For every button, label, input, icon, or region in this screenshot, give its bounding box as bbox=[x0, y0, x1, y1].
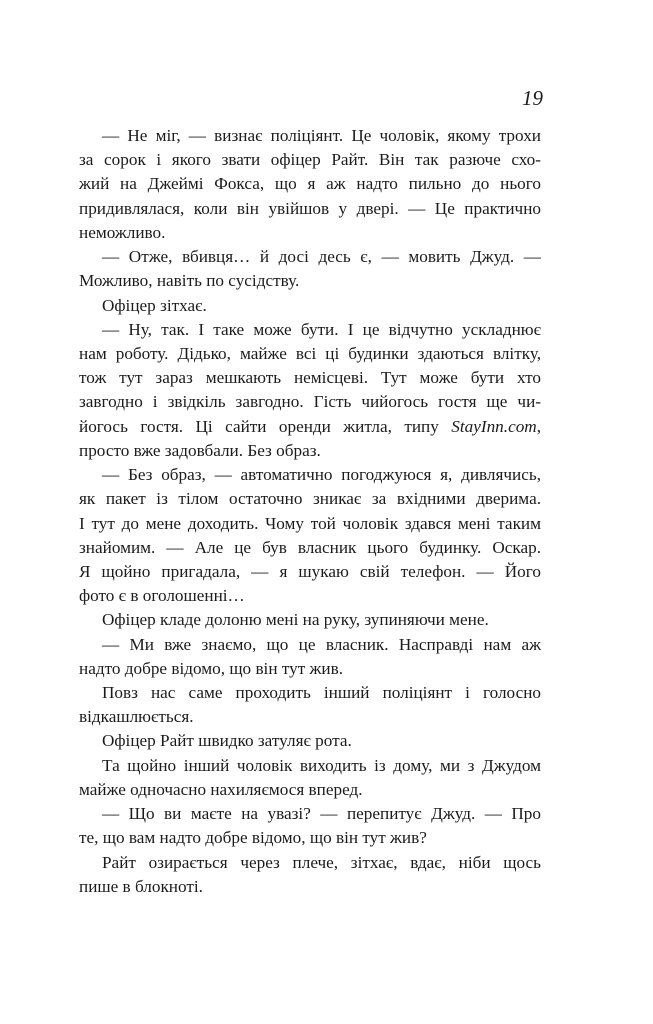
text-line bbox=[79, 608, 541, 632]
text-line-content: — Отже, вбивця… й досі десь є, — мовить Джуд. — bbox=[102, 247, 541, 267]
text-line bbox=[79, 657, 541, 681]
text-line bbox=[79, 560, 541, 584]
text-line bbox=[79, 124, 541, 148]
text-line-content: майже одночасно нахиляємося вперед. bbox=[79, 779, 363, 799]
text-line bbox=[79, 754, 541, 778]
text-line bbox=[79, 245, 541, 269]
text-line bbox=[79, 826, 541, 850]
text-line bbox=[79, 342, 541, 366]
text-line-content: жий на Джеймі Фокса, що я аж надто пильно до нього bbox=[79, 174, 541, 194]
text-line bbox=[79, 729, 541, 753]
text-line bbox=[79, 318, 541, 342]
text-line-content: Повз нас саме проходить інший поліціянт і голосно bbox=[102, 683, 541, 703]
text-line-content: І тут до мене доходить. Чому той чоловік здався мені таким bbox=[79, 513, 541, 533]
text-line bbox=[79, 390, 541, 414]
text-line bbox=[79, 172, 541, 196]
text-line-content: знайомим. — Але це був власник цього будинку. Оскар. bbox=[79, 537, 541, 557]
text-line-content: йогось гостя. Ці сайти оренди житла, типу bbox=[79, 416, 452, 436]
text-line bbox=[79, 487, 541, 511]
text-line bbox=[79, 633, 541, 657]
text-line bbox=[79, 705, 541, 729]
text-line bbox=[79, 512, 541, 536]
text-line bbox=[79, 463, 541, 487]
text-line-content: фото є в оголошенні… bbox=[79, 586, 245, 606]
text-line bbox=[79, 536, 541, 560]
text-line-content: нам роботу. Дідько, майже всі ці будинки здаються влітку, bbox=[79, 343, 541, 363]
text-line bbox=[79, 802, 541, 826]
text-line bbox=[79, 415, 541, 439]
text-line bbox=[79, 439, 541, 463]
text-line bbox=[79, 875, 541, 899]
text-line-content: Офіцер Райт швидко затуляє рота. bbox=[102, 731, 352, 751]
text-line-content: за сорок і якого звати офіцер Райт. Він так разюче схо- bbox=[79, 150, 541, 170]
text-line-content: завгодно і звідкіль завгодно. Гість чийогось гостя ще чи- bbox=[79, 392, 541, 412]
text-line-content: Офіцер зітхає. bbox=[102, 295, 207, 315]
italic-website-name: StayInn.com bbox=[451, 416, 537, 436]
text-line-content: — Що ви маєте на увазі? — перепитує Джуд. — Про bbox=[102, 804, 541, 824]
text-line bbox=[79, 294, 541, 318]
body-text bbox=[79, 124, 541, 899]
text-line bbox=[79, 221, 541, 245]
text-line-content: як пакет із тілом остаточно зникає за вхідними дверима. bbox=[79, 489, 541, 509]
text-line-content: — Ми вже знаємо, що це власник. Насправді нам аж bbox=[102, 634, 541, 654]
text-line bbox=[79, 778, 541, 802]
text-line-content: Та щойно інший чоловік виходить із дому, ми з Джудом bbox=[102, 755, 541, 775]
text-line-content: пише в блокноті. bbox=[79, 876, 203, 896]
text-line bbox=[79, 681, 541, 705]
text-line bbox=[79, 269, 541, 293]
text-line-content: те, що вам надто добре відомо, що він тут жив? bbox=[79, 828, 427, 848]
text-line-content: придивлялася, коли він увійшов у двері. — Це практично bbox=[79, 198, 541, 218]
text-line-content: — Не міг, — визнає поліціянт. Це чоловік, якому трохи bbox=[102, 126, 541, 145]
text-line-content: Офіцер кладе долоню мені на руку, зупиняючи мене. bbox=[102, 610, 489, 630]
text-line bbox=[79, 851, 541, 875]
text-line-content: тож тут зараз мешкають неміcцеві. Тут може бути хто bbox=[79, 368, 541, 388]
text-line bbox=[79, 148, 541, 172]
text-line-content: — Ну, так. І таке може бути. І це відчутно ускладнює bbox=[102, 319, 541, 339]
text-line bbox=[79, 366, 541, 390]
text-line bbox=[79, 197, 541, 221]
text-line-content: Райт озирається через плече, зітхає, вдає, ніби щось bbox=[102, 852, 541, 872]
text-line-content: Я щойно пригадала, — я шукаю свій телефон. — Його bbox=[79, 561, 541, 581]
text-line-content: надто добре відомо, що він тут жив. bbox=[79, 658, 343, 678]
page-number: 19 bbox=[522, 86, 543, 110]
text-line bbox=[79, 584, 541, 608]
text-line-tail: , bbox=[536, 416, 541, 436]
text-line-content: просто вже задовбали. Без образ. bbox=[79, 440, 321, 460]
text-line-content: Можливо, навіть по сусідству. bbox=[79, 271, 300, 291]
text-line-content: відкашлюється. bbox=[79, 707, 194, 727]
text-line-content: неможливо. bbox=[79, 222, 166, 242]
text-line-content: — Без образ, — автоматично погоджуюся я, дивлячись, bbox=[102, 465, 541, 485]
